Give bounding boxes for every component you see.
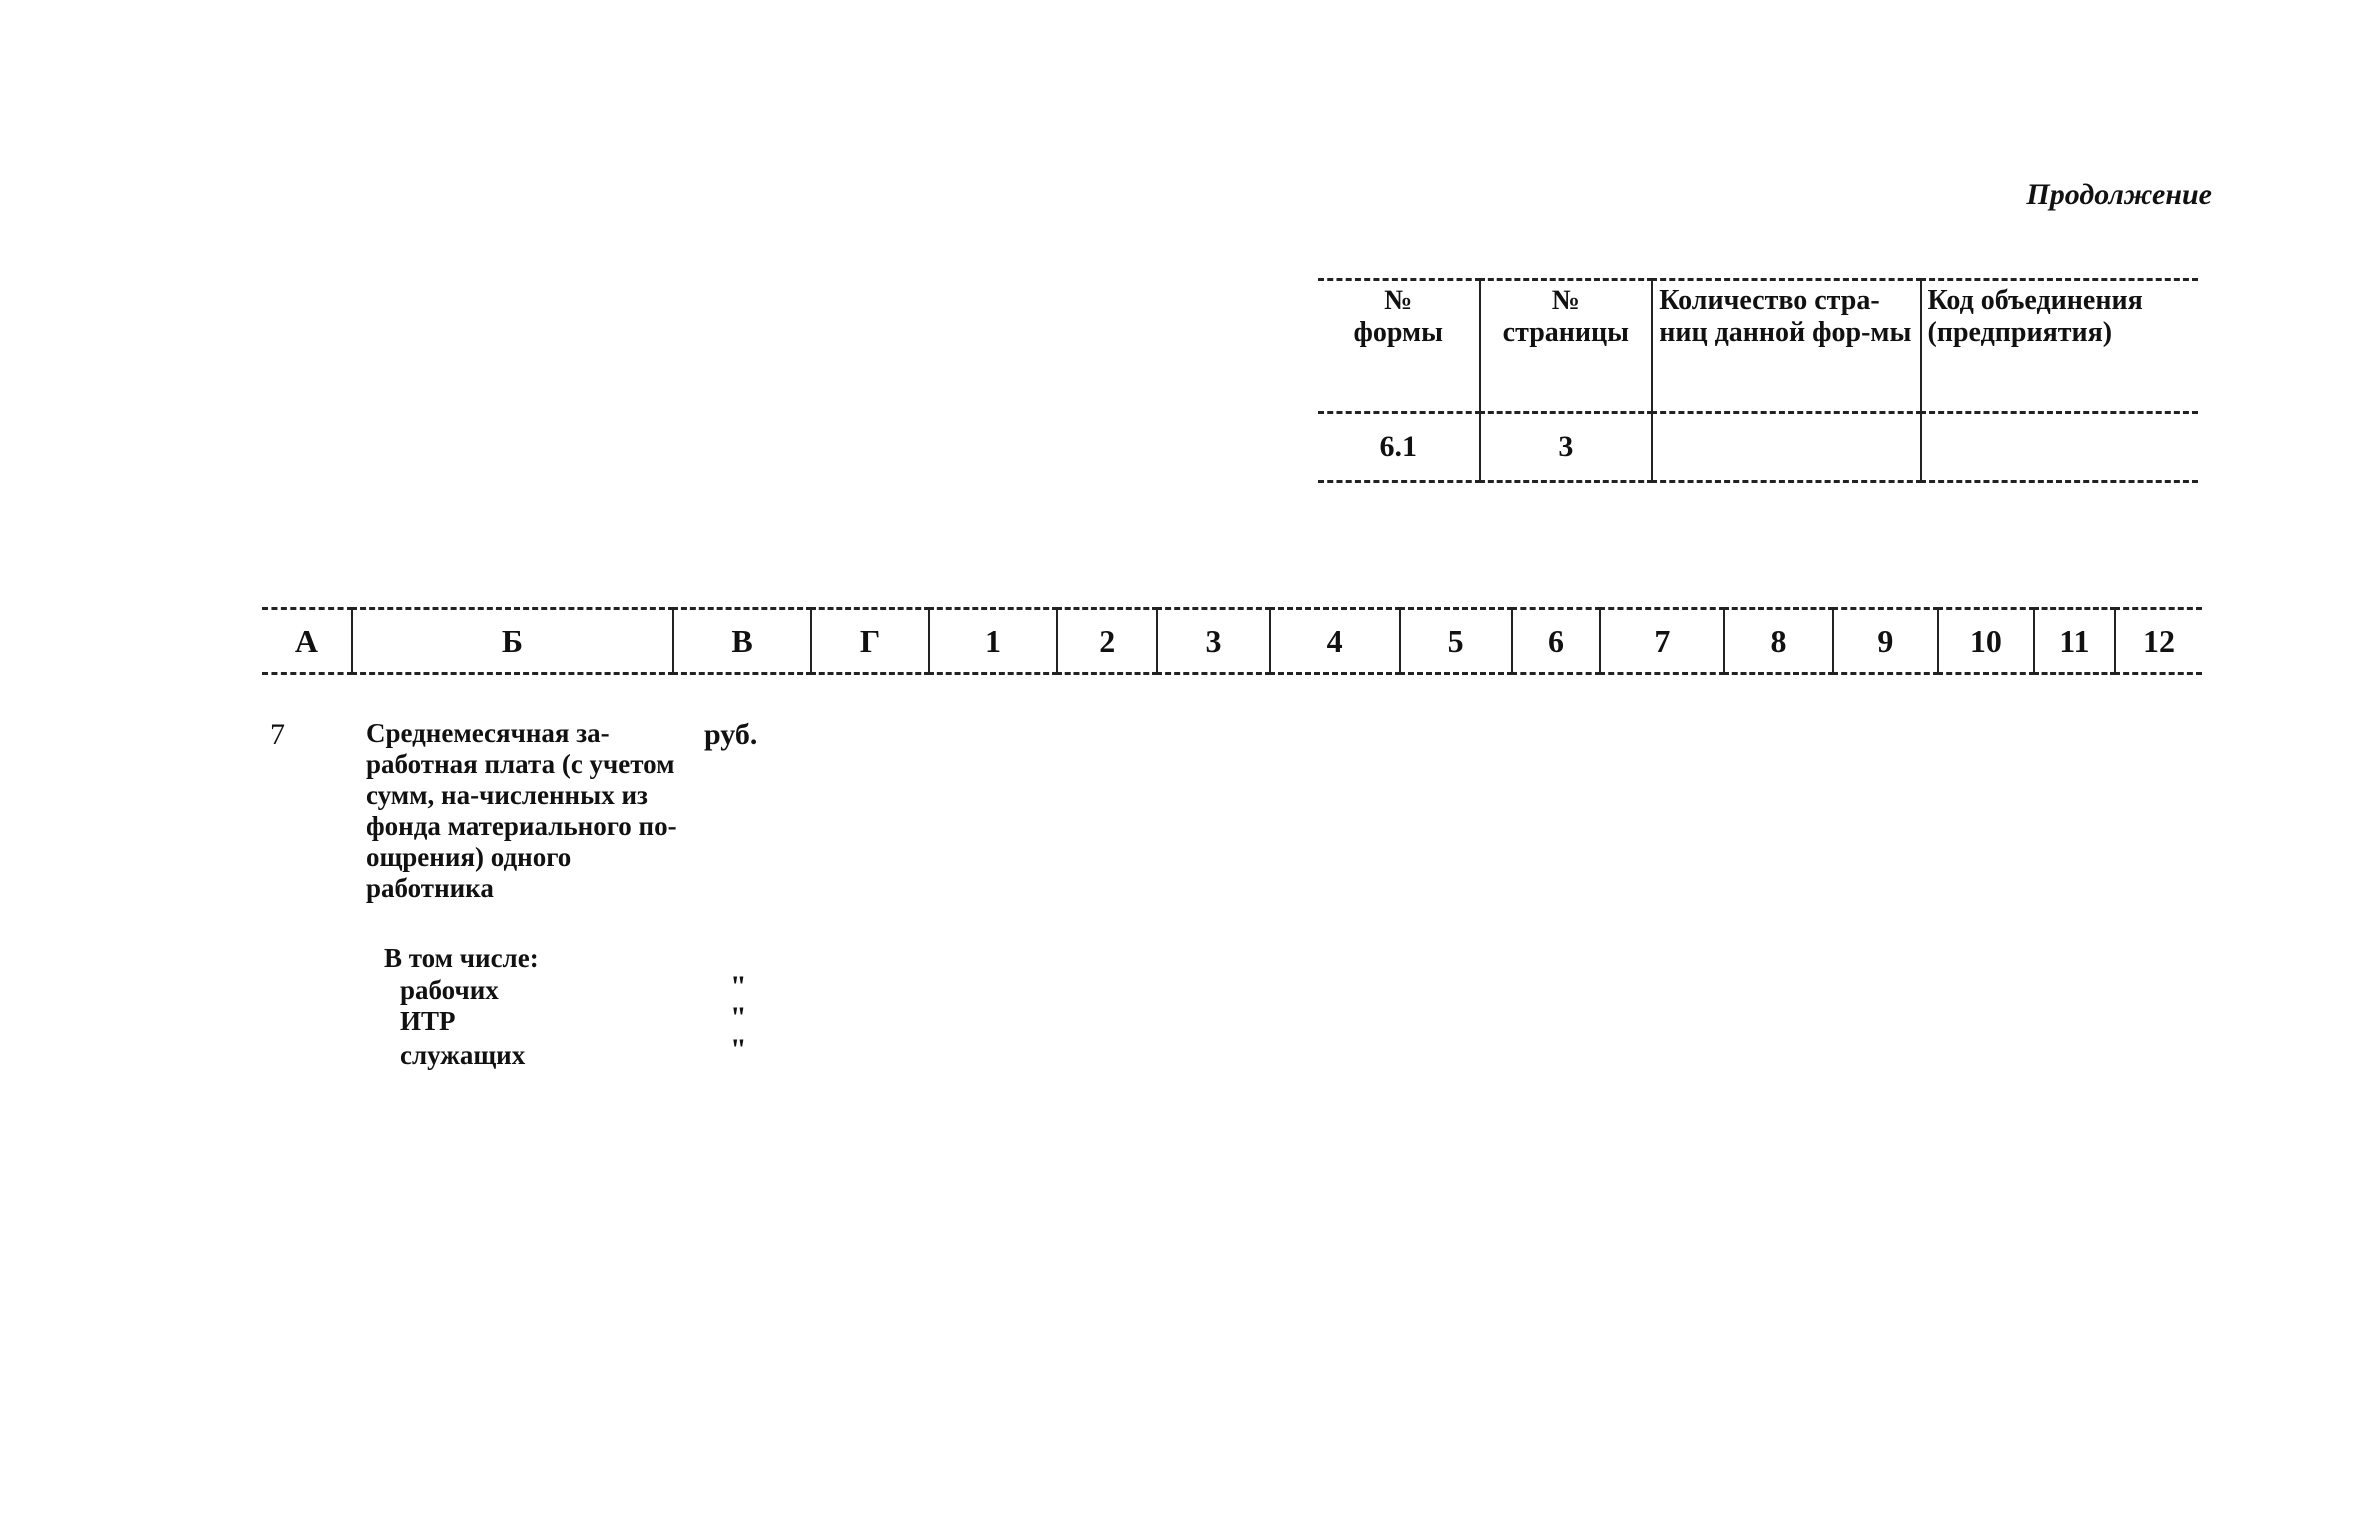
column-header-5: 5 [1400,609,1512,674]
form-info-header-row [1318,280,2198,413]
form-number-value: 6.1 [1318,413,1480,482]
page-number-header [1480,280,1653,413]
including-label: В том числе: [384,943,539,973]
form-number-header [1318,280,1480,413]
form-number-header-sign: № [1384,285,1413,316]
column-header-b: Б [352,609,673,674]
column-header-v: В [673,609,811,674]
column-header-3: 3 [1157,609,1269,674]
continuation-label: Продолжение [2026,178,2212,211]
page-number-header-label: страницы [1502,317,1630,348]
org-code-value [1921,413,2198,482]
form-info-value-row [1318,413,2198,482]
form-info-table [1318,278,2198,483]
column-header-7: 7 [1600,609,1724,674]
org-code-header: Код объединения (предприятия) [1921,280,2198,413]
column-header-10: 10 [1938,609,2034,674]
column-header-row [262,609,2202,674]
form-number-header-label: формы [1353,317,1443,348]
page-number-header-sign: № [1551,285,1580,316]
column-header-4: 4 [1270,609,1400,674]
row-description: Среднемесячная за-работная плата (с учетом сумм, на-численных из фонда материального по-ощрения) одного работника [366,718,677,903]
page-number-value: 3 [1480,413,1653,482]
column-header-2: 2 [1057,609,1157,674]
column-header-6: 6 [1512,609,1601,674]
column-header-11: 11 [2034,609,2115,674]
column-header-1: 1 [929,609,1057,674]
row-unit: руб. [704,718,758,751]
row-number: 7 [270,718,285,751]
sub-item-workers-unit: " [730,970,747,1003]
sub-item-employees-unit: " [730,1033,747,1066]
sub-item-engineers-unit: " [730,1001,747,1034]
column-header-9: 9 [1833,609,1938,674]
column-header-a: А [262,609,352,674]
page-count-value [1652,413,1920,482]
sub-item-engineers: ИТР [400,1006,456,1036]
column-header-g: Г [811,609,929,674]
column-header-table [262,607,2202,675]
sub-item-employees: служащих [400,1040,526,1070]
sub-item-workers: рабочих [400,975,499,1005]
page-count-header: Количество стра-ниц данной фор-мы [1652,280,1920,413]
column-header-8: 8 [1724,609,1832,674]
column-header-12: 12 [2115,609,2202,674]
